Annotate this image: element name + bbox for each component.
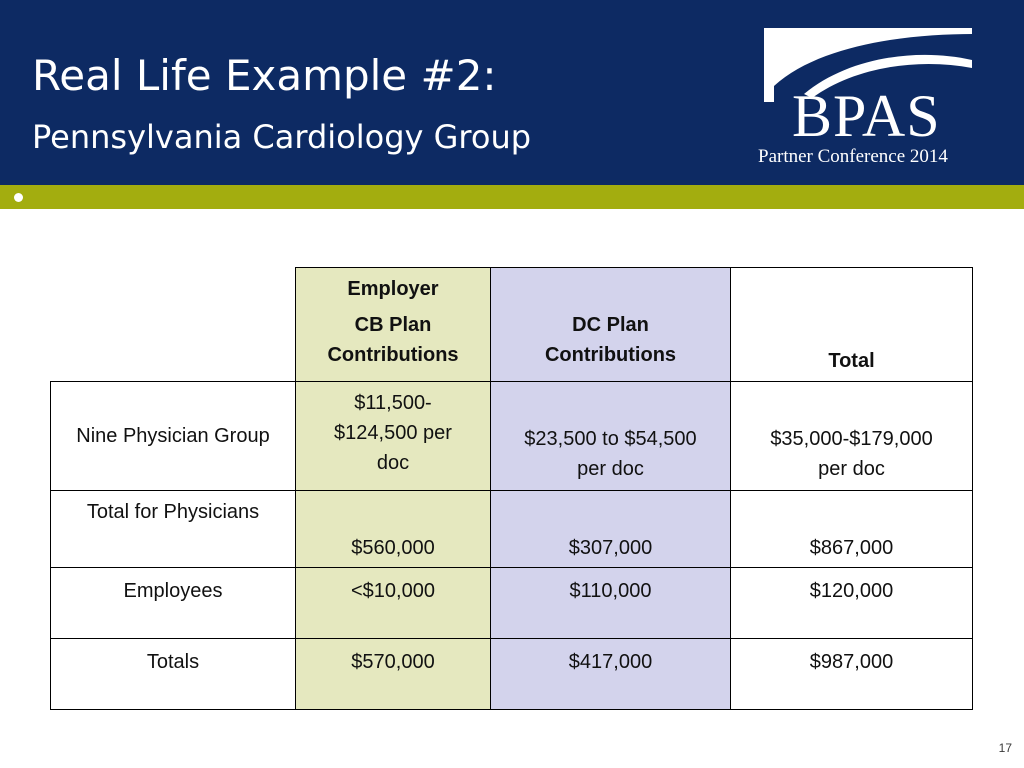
cell-text: $987,000 <box>809 651 894 673</box>
cell-text: $35,000-$179,000 <box>770 428 933 450</box>
cell-total-nine-physician <box>730 381 973 491</box>
cell-employer-employees <box>295 567 491 639</box>
bullet-point <box>14 193 23 202</box>
cell-dc-totals <box>490 638 731 710</box>
row-label-totals <box>50 638 296 710</box>
row-label-nine-physician <box>50 381 296 491</box>
cell-total-total-physicians <box>730 490 973 568</box>
header-employer-line1: Employer <box>347 278 439 300</box>
cell-employer-totals <box>295 638 491 710</box>
logo-conference-text: Partner Conference 2014 <box>758 146 948 167</box>
slide-subtitle: Pennsylvania Cardiology Group <box>32 118 532 156</box>
row-label-text: Totals <box>146 651 200 673</box>
cell-dc-total-physicians <box>490 490 731 568</box>
header-dc-line1: DC Plan <box>572 314 649 336</box>
slide-title: Real Life Example #2: <box>32 51 497 100</box>
accent-bar <box>0 185 1024 209</box>
bpas-logo <box>760 22 1000 182</box>
page-number: 17 <box>998 741 1012 755</box>
row-label-text: Total for Physicians <box>86 501 260 523</box>
cell-text: $120,000 <box>809 580 894 602</box>
row-label-text: Employees <box>123 580 223 602</box>
cell-text: $417,000 <box>568 651 653 673</box>
cell-employer-nine-physician <box>295 381 491 491</box>
header-total <box>730 267 973 382</box>
header-employer-cb <box>295 267 491 382</box>
cell-employer-total-physicians <box>295 490 491 568</box>
cell-text: $307,000 <box>568 537 653 559</box>
header-total-label: Total <box>828 350 875 372</box>
cell-total-totals <box>730 638 973 710</box>
cell-text: $560,000 <box>351 537 435 559</box>
cell-text: $23,500 to $54,500 <box>524 428 697 450</box>
cell-total-employees <box>730 567 973 639</box>
header-dc-plan <box>490 267 731 382</box>
cell-text: $867,000 <box>809 537 894 559</box>
header-employer-line2: CB Plan <box>354 314 432 336</box>
row-label-text: Nine Physician Group <box>76 425 270 447</box>
cell-text: $110,000 <box>569 580 652 602</box>
logo-text: BPAS <box>792 83 941 149</box>
cell-dc-employees <box>490 567 731 639</box>
cell-dc-nine-physician <box>490 381 731 491</box>
cell-text: $11,500- <box>354 392 432 414</box>
cell-text: doc <box>376 452 410 474</box>
cell-text: $570,000 <box>351 651 435 673</box>
cell-text: per doc <box>577 458 644 480</box>
header-banner <box>0 0 1024 185</box>
header-dc-line2: Contributions <box>544 344 677 366</box>
row-label-total-physicians <box>50 490 296 568</box>
row-label-employees <box>50 567 296 639</box>
cell-text: <$10,000 <box>351 580 435 602</box>
cell-text: $124,500 per <box>334 422 452 444</box>
header-employer-line3: Contributions <box>327 344 459 366</box>
cell-text: per doc <box>818 458 885 480</box>
